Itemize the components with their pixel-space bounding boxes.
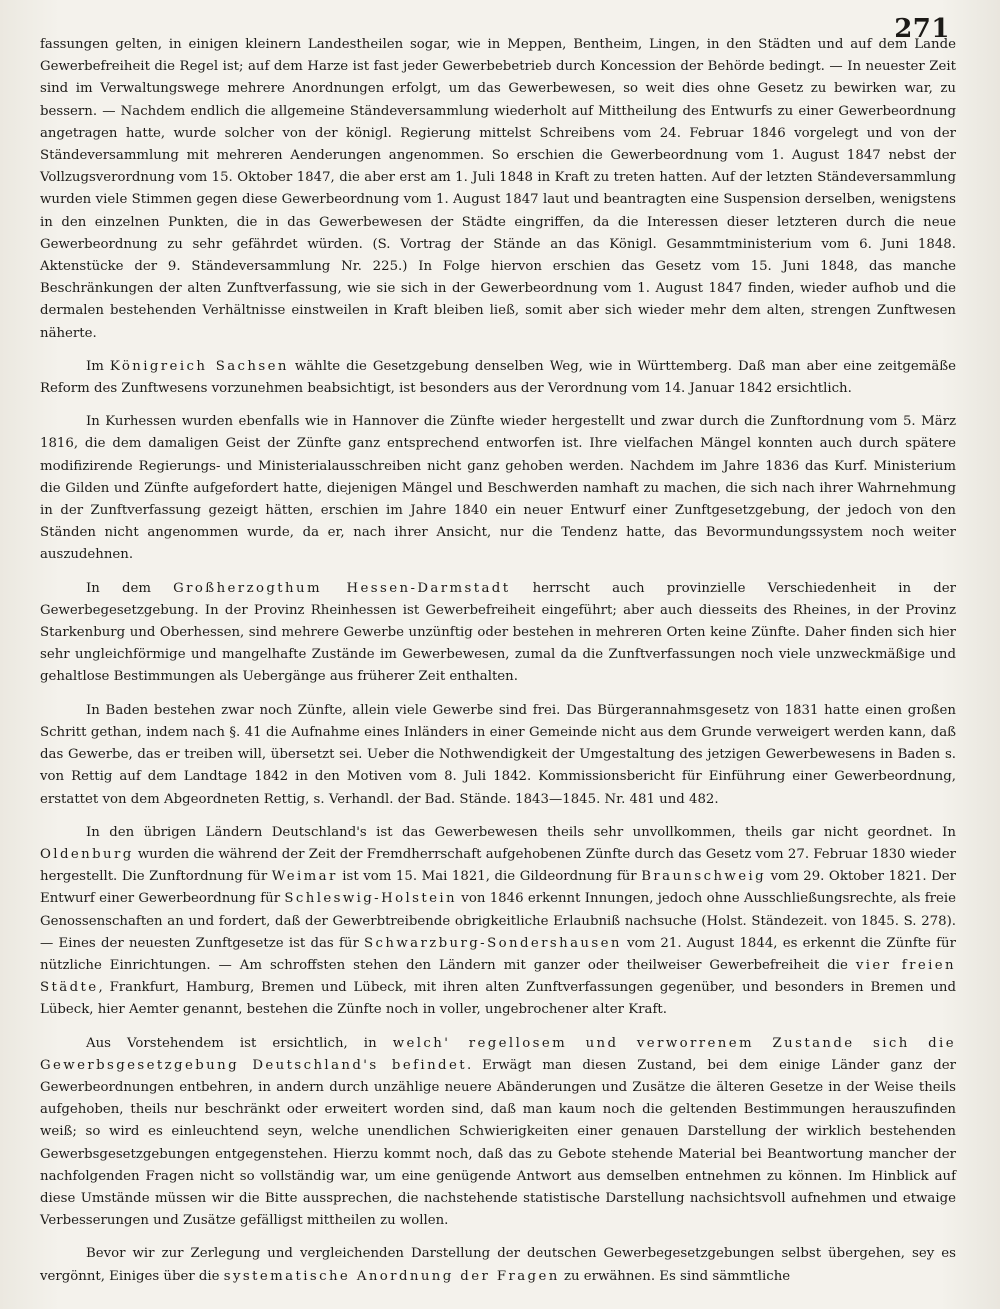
text-run: vom 29. Oktober 1821. Der Entwurf einer Gewerbeordnung für [40,869,956,907]
paragraph [40,578,956,689]
text-run: , Frankfurt, Hamburg, Bremen und Lübeck, mit ihren alten Zunftverfassungen gegenüber, und besonders in Bremen und Lübeck, hier Aemter genannt, bestehen die Zünfte noch in voller, ungebrochener alter Kraft. [40,980,956,1018]
text-run: In dem [86,580,174,596]
text-run: Im [86,358,110,374]
paragraph [40,34,956,345]
body-text [40,34,956,1288]
paragraph [40,700,956,811]
paragraph [40,1243,956,1287]
spaced-emphasis: Königreich Sachsen [109,358,289,374]
text-run: Aus Vorstehendem ist ersichtlich, in [86,1035,393,1051]
spaced-emphasis: Großherzogthum Hessen-Darmstadt [173,580,511,596]
text-run: von 1846 erkennt Innungen, jedoch ohne Ausschließungsrechte, als freie Genossenschaften an und fordert, daß der Gewerbtreibende obrigkeitliche Erlaubniß nachsuche (Holst. Ständezeit. von 1845. S. 278). — Eines der neuesten Zunftgesetze ist das für [40,891,956,951]
paragraph [40,356,956,400]
spaced-emphasis: Braunschweig [641,869,767,885]
text-run: In den übrigen Ländern Deutschland's ist das Gewerbewesen theils sehr unvollkommen, theils gar nicht geordnet. In [86,824,956,840]
spaced-emphasis: Oldenburg [40,846,134,862]
spaced-emphasis: welch' regellosem und verworrenem Zustande sich die Gewerbsgesetzgebung Deutschland's befindet [40,1035,956,1073]
spaced-emphasis: Schwarzburg-Sondershausen [364,935,622,951]
paragraph [40,1033,956,1233]
text-run: Bevor wir zur Zerlegung und vergleichenden Darstellung der deutschen Gewerbegesetzgebungen selbst übergehen, sey es vergönnt, Einiges über die [40,1246,956,1284]
text-run: . Erwägt man diesen Zustand, bei dem einige Länder ganz der Gewerbeordnungen entbehren, in andern durch unzählige neuere Abänderungen und Zusätze die älteren Gesetze in der Weise theils aufgehoben, theils nur beschränkt oder erweitert worden sind, daß man kaum noch die geltenden Bestimmungen herauszufinden weiß; so wird es einleuchtend seyn, welche unendlichen Schwierigkeiten einer genauen Darstellung der wirklich bestehenden Gewerbsgesetzgebungen entgegenstehen. Hierzu kommt noch, daß das zu Gebote stehende Material bei Beantwortung mancher der nachfolgenden Fragen nicht so vollständig war, um eine genügende Antwort aus demselben entnehmen zu können. Im Hinblick auf diese Umstände müssen wir die Bitte aussprechen, die nachstehende statistische Darstellung nachsichtsvoll aufnehmen und etwaige Verbesserungen und Zusätze gefälligst mittheilen zu wollen. [40,1057,956,1229]
text-run: vom 21. August 1844, es erkennt die Zünfte für nützliche Einrichtungen. — Am schroffsten stehen den Ländern mit ganzer oder theilweiser Gewerbefreiheit die [40,935,956,973]
text-run: fassungen gelten, in einigen kleinern Landestheilen sogar, wie in Meppen, Bentheim, Lingen, in den Städten und auf dem Lande Gewerbefreiheit die Regel ist; auf dem Harze ist fast jeder Gewerbebetrieb durch Koncession der Behörde bedingt. — In neuester Zeit sind im Verwaltungswege mehrere Anordnungen erfolgt, um das Gewerbewesen, so weit dies ohne Gesetz zu bewirken war, zu bessern. — Nachdem endlich die allgemeine Ständeversammlung wiederholt auf Mittheilung des Entwurfs zu einer Gewerbeordnung angetragen hatte, wurde solcher von der königl. Regierung mittelst Schreibens vom 24. Februar 1846 vorgelegt und von der Ständeversammlung mit mehreren Aenderungen angenommen. So erschien die Gewerbeordnung vom 1. August 1847 nebst der Vollzugsverordnung vom 15. Oktober 1847, die aber erst am 1. Juli 1848 in Kraft zu treten hatten. Auf der letzten Ständeversammlung wurden viele Stimmen gegen diese Gewerbeordnung vom 1. August 1847 laut und beantragten eine Suspension derselben, wenigstens in den einzelnen Punkten, die in das Gewerbewesen der Städte eingriffen, da die Interessen dieser letzteren durch die neue Gewerbeordnung zu sehr gefährdet würden. (S. Vortrag der Stände an das Königl. Gesammtministerium vom 6. Juni 1848. Aktenstücke der 9. Ständeversammlung Nr. 225.) In Folge hiervon erschien das Gesetz vom 15. Juni 1848, das manche Beschränkungen der alten Zunftverfassung, wie sie sich in der Gewerbeordnung vom 1. August 1847 finden, wieder aufhob und die dermalen bestehenden Verhältnisse einstweilen in Kraft bleiben ließ, somit aber sich wieder mehr dem alten, strengen Zunftwesen näherte. [40,37,956,341]
paragraph [40,822,956,1022]
paragraph [40,411,956,566]
text-run: ist vom 15. Mai 1821, die Gildeordnung für [337,869,642,885]
text-run: wählte die Gesetzgebung denselben Weg, wie in Württemberg. Daß man aber eine zeitgemäße Reform des Zunftwesens vorzunehmen beabsichtigt, ist besonders aus der Verordnung vom 14. Januar 1842 ersichtlich. [40,358,956,397]
text-run: wurden die während der Zeit der Fremdherrschaft aufgehobenen Zünfte durch das Gesetz vom 27. Februar 1830 wieder hergestellt. Die Zunftordnung für [40,846,956,885]
spaced-emphasis: vier freien Städte [40,957,956,996]
spaced-emphasis: systematische Anordnung der Fragen [223,1268,560,1284]
text-run: In Baden bestehen zwar noch Zünfte, allein viele Gewerbe sind frei. Das Bürgerannahmsgesetz von 1831 hatte einen großen Schritt gethan, indem nach §. 41 die Aufnahme eines Inländers in einer Gemeinde nicht aus dem Grunde verweigert werden kann, daß das Gewerbe, das er treiben will, übersetzt sei. Ueber die Nothwendigkeit der Umgestaltung des jetzigen Gewerbewesens in Baden s. von Rettig auf dem Landtage 1842 in den Motiven vom 8. Juli 1842. Kommissionsbericht für Einführung einer Gewerbeordnung, erstattet von dem Abgeordneten Rettig, s. Verhandl. der Bad. Stände. 1843—1845. Nr. 481 und 482. [40,702,956,807]
text-run: In Kurhessen wurden ebenfalls wie in Hannover die Zünfte wieder hergestellt und zwar durch die Zunftordnung vom 5. März 1816, die dem damaligen Geist der Zünfte ganz entsprechend entworfen ist. Ihre vielfachen Mängel konnten auch durch spätere modifizirende Regierungs- und Ministerialausschreiben nicht ganz gehoben werden. Nachdem im Jahre 1836 das Kurf. Ministerium die Gilden und Zünfte aufgefordert hatte, diejenigen Mängel und Beschwerden namhaft zu machen, die sich nach ihrer Wahrnehmung in der Zunftverfassung gezeigt hätten, erschien im Jahre 1840 ein neuer Entwurf einer Zunftgesetzgebung, der jedoch von den Ständen nicht angenommen wurde, da er, nach ihrer Ansicht, nur die Tendenz hatte, das Bevormundungssystem noch weiter auszudehnen. [40,414,956,563]
text-run: zu erwähnen. Es sind sämmtliche [559,1268,791,1284]
spaced-emphasis: Schleswig-Holstein [284,891,457,907]
page-number: 271 [894,14,950,44]
spaced-emphasis: Weimar [271,869,338,885]
text-run: herrscht auch provinzielle Verschiedenheit in der Gewerbegesetzgebung. In der Provinz Rheinhessen ist Gewerbefreiheit eingeführt; aber auch diesseits des Rheines, in der Provinz Starkenburg und Oberhessen, sind mehrere Gewerbe unzünftig oder bestehen in mehreren Orten keine Zünfte. Daher finden sich hier sehr ungleichförmige und mangelhafte Zustände im Gewerbewesen, zumal da die Zunftverfassungen noch viele unzweckmäßige und gehaltlose Bestimmungen als Uebergänge aus früherer Zeit enthalten. [40,580,956,685]
